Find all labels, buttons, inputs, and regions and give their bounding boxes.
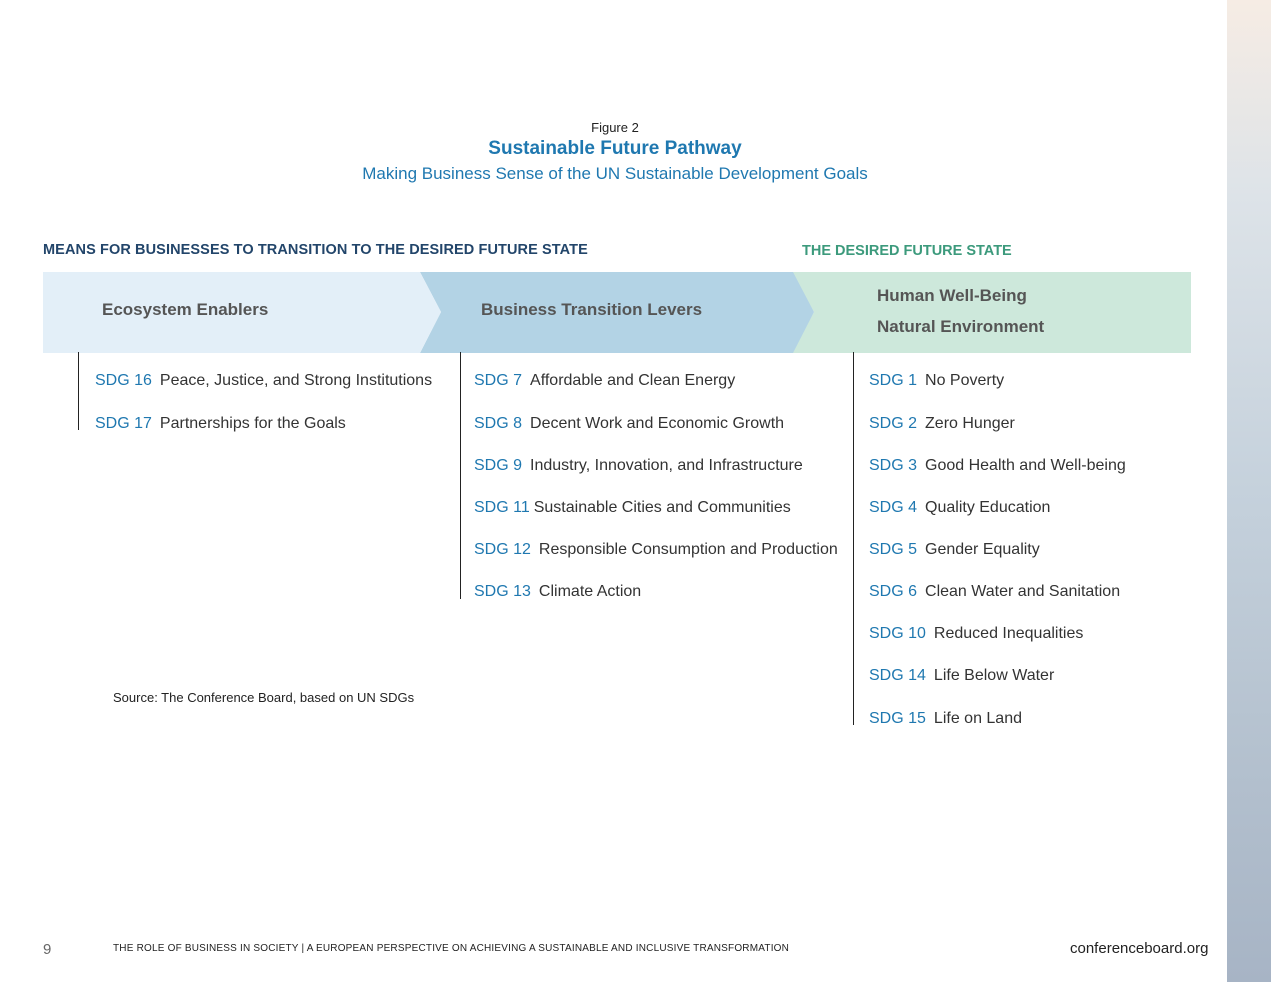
footer-url-link[interactable]: conferenceboard.org: [1070, 940, 1209, 957]
sdg-list-item: SDG 13 Climate Action: [474, 583, 642, 600]
sdg-list-item: SDG 16 Peace, Justice, and Strong Institutions: [95, 372, 433, 389]
desired-state-band: [791, 272, 1191, 353]
sdg-list-item: SDG 12 Responsible Consumption and Production: [474, 541, 838, 558]
sdg-list-item: SDG 1 No Poverty: [869, 372, 1005, 389]
sdg-list-item: SDG 2 Zero Hunger: [869, 415, 1015, 432]
sdg-list-item: SDG 15 Life on Land: [869, 710, 1022, 727]
sdg-list-item: SDG 9 Industry, Innovation, and Infrastructure: [474, 457, 803, 474]
figure-title: Sustainable Future Pathway: [488, 138, 742, 159]
band-label-levers: Business Transition Levers: [481, 300, 703, 319]
band-label-ecosystem: Ecosystem Enablers: [102, 300, 269, 319]
figure-subtitle: Making Business Sense of the UN Sustainable Development Goals: [362, 164, 868, 183]
sdg-list-item: SDG 8 Decent Work and Economic Growth: [474, 415, 785, 432]
sdg-list-item: SDG 10 Reduced Inequalities: [869, 625, 1084, 642]
sdg-list-item: SDG 11 Sustainable Cities and Communities: [474, 499, 791, 516]
sdg-list-item: SDG 5 Gender Equality: [869, 541, 1040, 558]
figure-label: Figure 2: [591, 120, 639, 135]
decorative-side-strip: [1227, 0, 1271, 982]
enablers-divider: [78, 352, 79, 430]
sdg-list-item: SDG 17 Partnerships for the Goals: [95, 415, 346, 432]
band-label-environment: Natural Environment: [877, 317, 1045, 336]
future-divider: [853, 352, 854, 725]
sdg-list-item: SDG 3 Good Health and Well-being: [869, 457, 1126, 474]
sdg-list-item: SDG 7 Affordable and Clean Energy: [474, 372, 736, 389]
page-number: 9: [43, 941, 52, 958]
means-heading: MEANS FOR BUSINESSES TO TRANSITION TO THE DESIRED FUTURE STATE: [43, 242, 588, 258]
sdg-list-item: SDG 6 Clean Water and Sanitation: [869, 583, 1121, 600]
footer-report-title: THE ROLE OF BUSINESS IN SOCIETY | A EUROPEAN PERSPECTIVE ON ACHIEVING A SUSTAINABLE AND INCLUSIVE TRANSFORMATION: [113, 943, 790, 954]
desired-state-heading: THE DESIRED FUTURE STATE: [802, 243, 1012, 259]
sdg-list-item: SDG 14 Life Below Water: [869, 667, 1055, 684]
source-note: Source: The Conference Board, based on UN SDGs: [113, 690, 415, 705]
levers-divider: [460, 352, 461, 599]
sdg-list-item: SDG 4 Quality Education: [869, 499, 1051, 516]
band-label-wellbeing: Human Well-Being: [877, 286, 1027, 305]
